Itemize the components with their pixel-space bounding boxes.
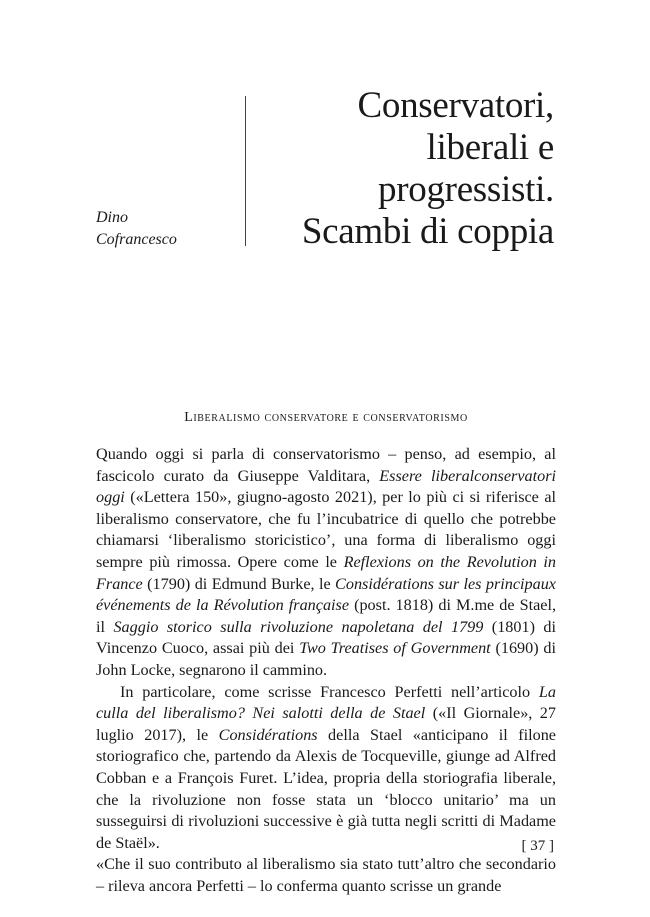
paragraph: «Che il suo contributo al liberalismo sia stato tutt’altro che secondario – rileva ancora Perfetti – lo conferma quanto scrisse un grande [96, 855, 556, 895]
title-line: Conservatori, [357, 85, 554, 126]
section-heading: Liberalismo conservatore e conservatorismo [184, 410, 468, 425]
article-title [302, 85, 554, 253]
author-name [96, 207, 177, 251]
title-line: progressisti. [378, 169, 554, 210]
title-line: Scambi di coppia [301, 211, 554, 252]
paragraph: Quando oggi si parla di conservatorismo – penso, ad esempio, al fascicolo curato da Giuseppe Valditara, Essere liberalconservatori oggi («Lettera 150», giugno-agosto 2021), per lo più ci si riferisce al liberalismo conservatore, che fu l’incubatrice di quello che potrebbe chiamarsi ‘liberalismo storicistico’, una forma di liberalismo oggi sempre più rimossa. Opere come le Reflexions on the Revolution in France (1790) di Edmund Burke, le Considérations sur les principaux événements de la Révolution française (post. 1818) di M.me de Stael, il Saggio storico sulla rivoluzione napoletana del 1799 (1801) di Vincenzo Cuoco, assai più dei Two Treatises of Government (1690) di John Locke, segnarono il cammino. [96, 445, 557, 679]
paragraph: In particolare, come scrisse Francesco Perfetti nell’articolo La culla del liberalismo? Nei salotti della de Stael («Il Giornale», 27 luglio 2017), le Considérations della Stael «anticipano il filone storiografico che, partendo da Alexis de Tocqueville, giunge ad Alfred Cobban e a François Furet. L’idea, propria della storiografia liberale, che la rivoluzione non fosse stata un ‘blocco unitario’ ma un susseguirsi di rivoluzioni successive è già tutta negli scritti di Madame de Staël». [96, 682, 556, 852]
author-last-name: Cofrancesco [96, 231, 177, 248]
article-body [96, 444, 556, 897]
page-number: [ 37 ] [521, 838, 554, 854]
author-first-name: Dino [96, 209, 128, 226]
title-line: liberali e [426, 127, 554, 168]
vertical-divider [245, 96, 246, 246]
